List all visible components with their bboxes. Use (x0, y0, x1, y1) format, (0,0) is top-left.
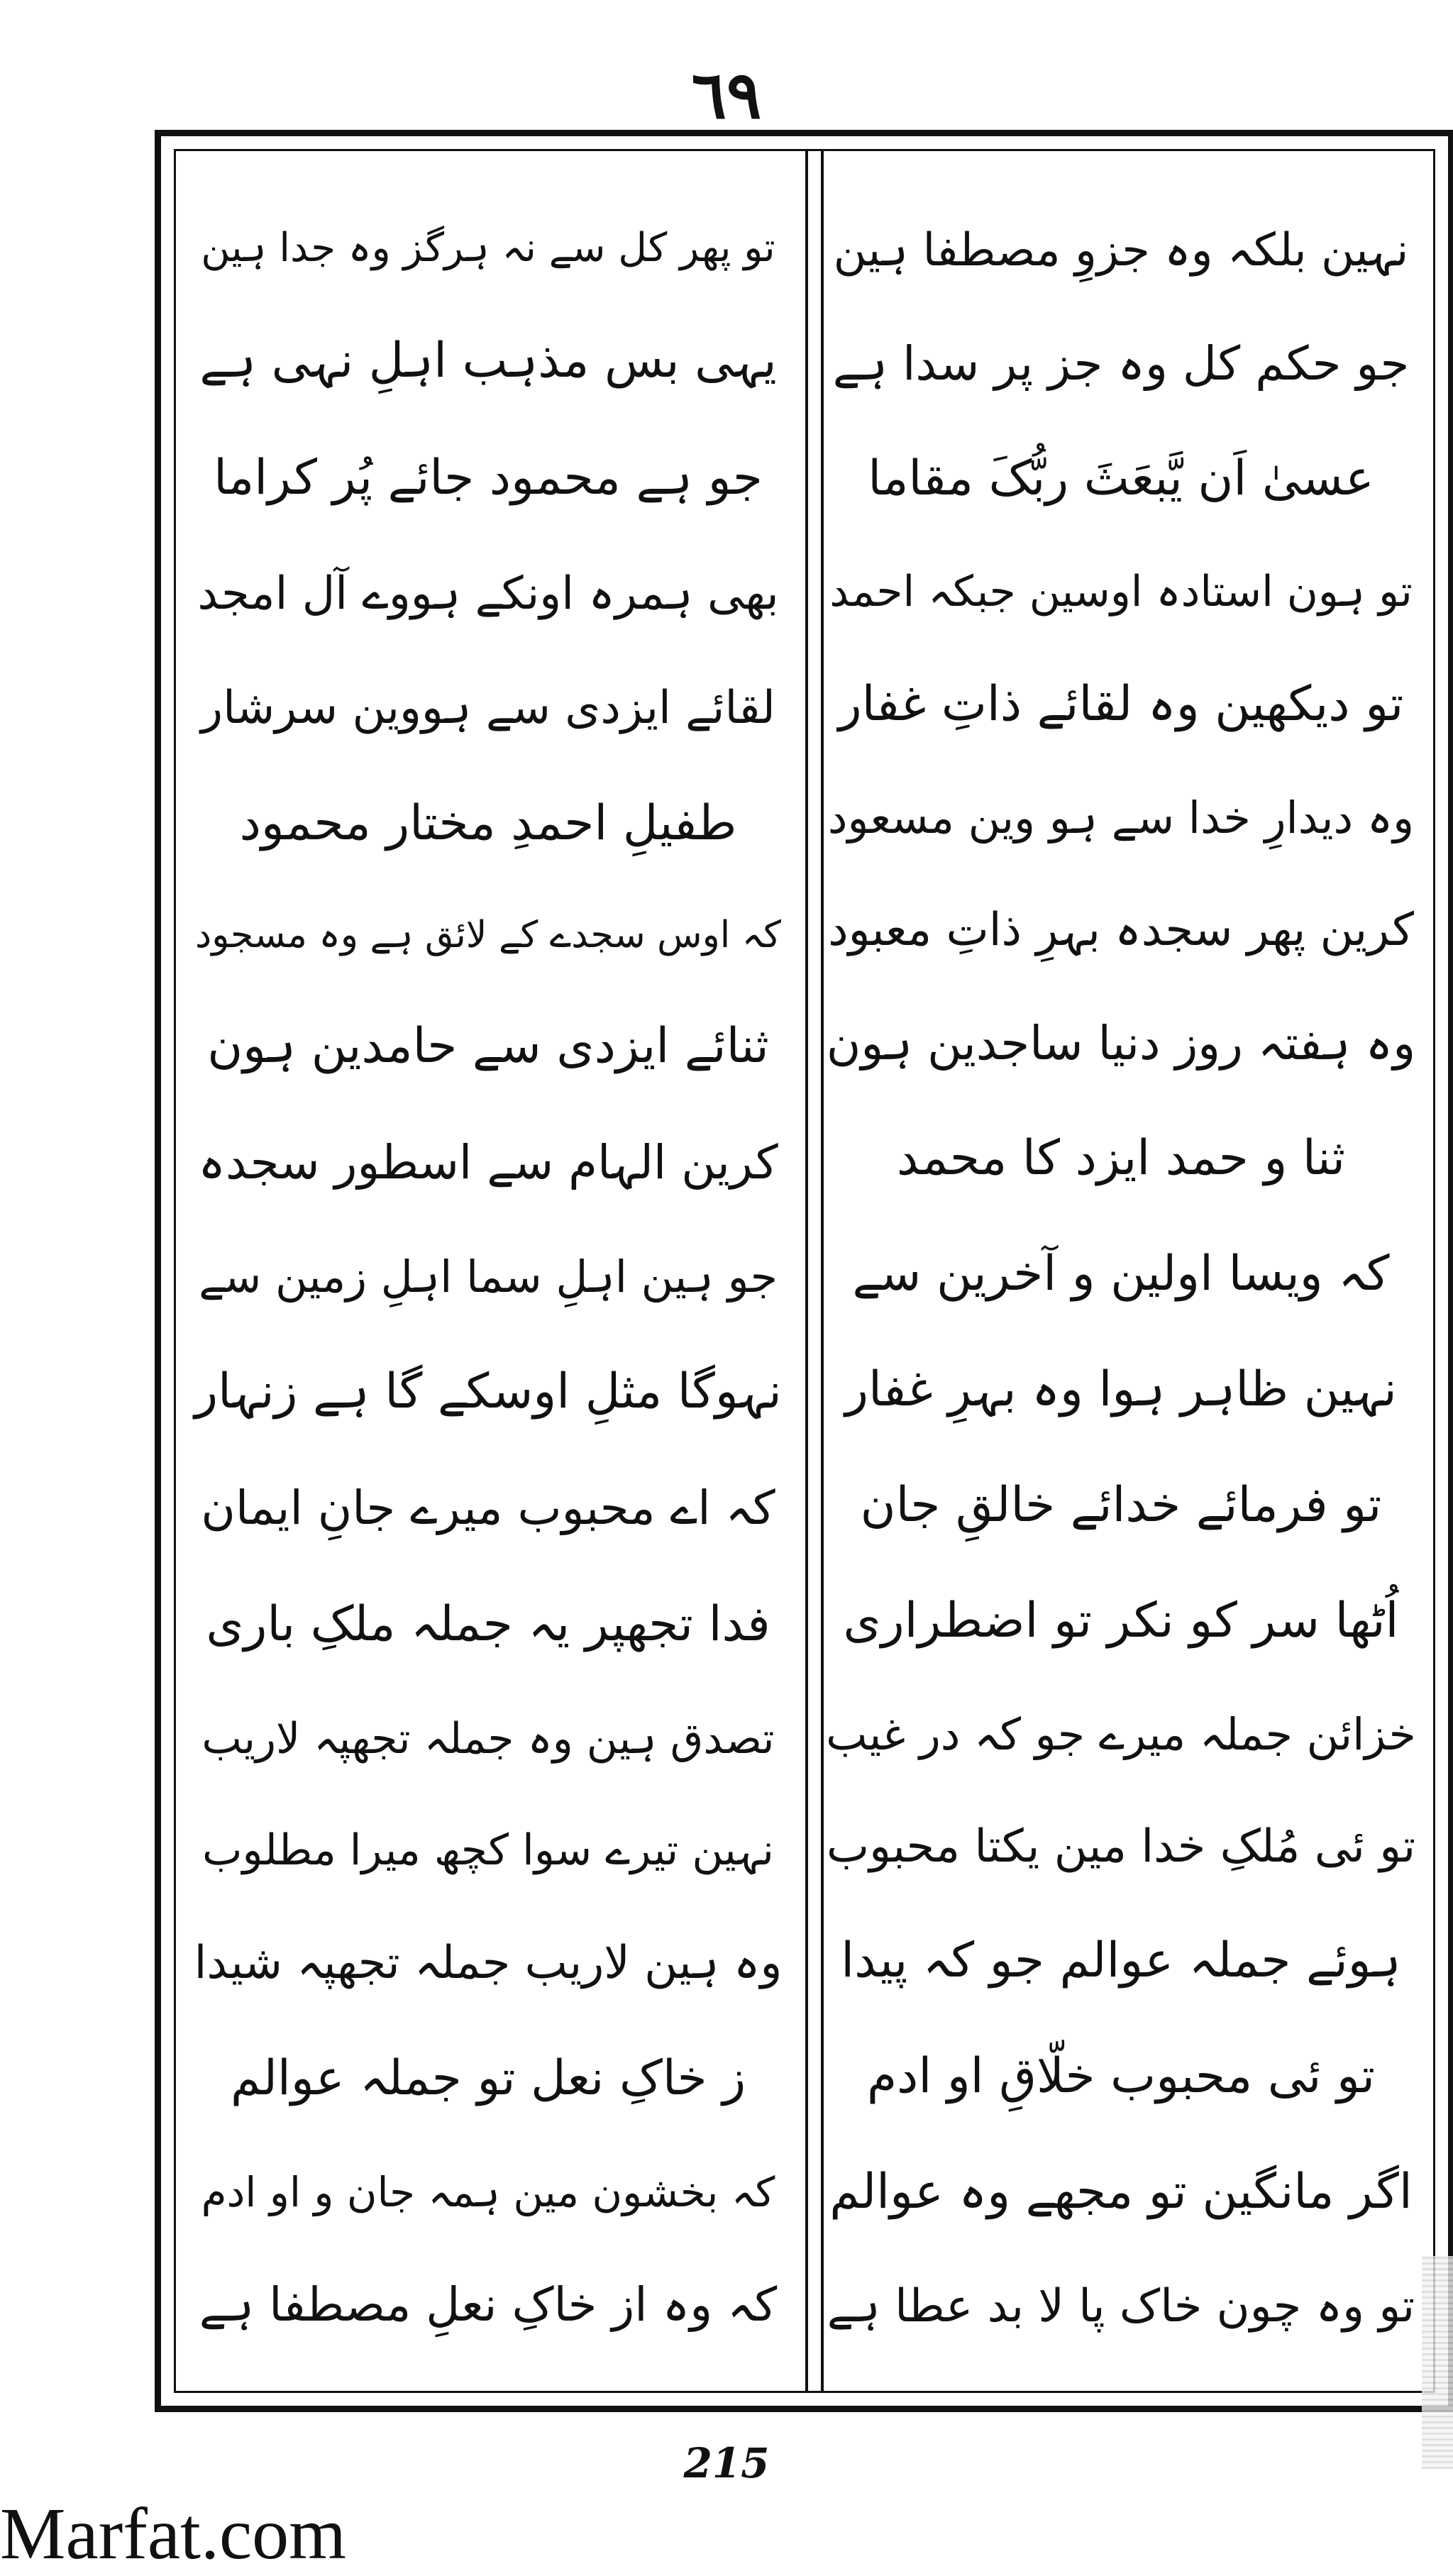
watermark-text: Marfat.com (0, 2493, 347, 2575)
verse-line: ثنا و حمد ایزد کا محمد (896, 1129, 1346, 1186)
verse-line: کہ بخشون مین ہمہ جان و او ادم (201, 2167, 775, 2216)
verse-line: لقائے ایزدی سے ہووین سرشار (201, 681, 775, 734)
verse-line: کہ ویسا اولین و آخرین سے (852, 1245, 1390, 1302)
verse-line: نہین ظاہر ہوا وہ بہرِ غفار (845, 1361, 1397, 1417)
verse-line: نہین بلکہ وہ جزوِ مصطفا ہین (833, 223, 1409, 277)
column-divider (805, 151, 824, 2391)
verse-line: جو ہے محمود جائے پُر کراما (214, 449, 763, 506)
verse-line: کہ اوس سجدے کے لائق ہے وہ مسجود (195, 913, 781, 956)
verse-line: تو ہون استادہ اوسین جبکہ احمد (829, 566, 1413, 617)
verse-line: ثنائے ایزدی سے حامدین ہون (207, 1017, 769, 1074)
verse-frame-inner (174, 149, 1435, 2393)
scan-edge-noise (1422, 2256, 1453, 2469)
verse-line: کہ وہ از خاکِ نعلِ مصطفا ہے (199, 2277, 778, 2332)
verse-line: خزائن جملہ میرے جو کہ در غیب (826, 1708, 1416, 1760)
verse-line: فدا تجھپر یہ جملہ ملکِ باری (206, 1596, 770, 1652)
verse-line: طفیلِ احمدِ مختار محمود (239, 795, 737, 851)
verse-line: نہوگا مثلِ اوسکے گا ہے زنہار (194, 1363, 782, 1420)
footer-page-number: 215 (683, 2439, 770, 2487)
left-column (176, 151, 800, 2391)
verse-line: وہ دیدارِ خدا سے ہو وین مسعود (827, 791, 1415, 844)
verse-line: ز خاکِ نعل تو جملہ عوالم (230, 2050, 746, 2106)
verse-line: کرین الہام سے اسطور سجدہ (198, 1134, 778, 1190)
page-number: ٦٩ (691, 57, 762, 133)
verse-line: جو ہین اہلِ سما اہلِ زمین سے (199, 1250, 778, 1303)
verse-frame (155, 130, 1453, 2412)
verse-line: کہ اے محبوب میرے جانِ ایمان (201, 1480, 775, 1535)
verse-line: عسیٰ اَن یَّبعَثَ ربُّکَ مقاما (868, 450, 1374, 507)
verse-line: تصدق ہین وہ جملہ تجھپہ لاریب (201, 1713, 775, 1764)
verse-line: تو پھر کل سے نہ ہرگز وہ جدا ہین (201, 224, 775, 271)
verse-line: ہوئے جملہ عوالم جو کہ پیدا (841, 1932, 1401, 1989)
verse-line: اُٹھا سر کو نکر تو اضطراری (843, 1592, 1399, 1649)
verse-line: تو ئی مُلکِ خدا مین یکتا محبوب (826, 1820, 1416, 1873)
verse-line: جو حکم کل وہ جز پر سدا ہے (832, 336, 1410, 391)
verse-line: اگر مانگین تو مجھے وہ عوالم (829, 2163, 1413, 2220)
verse-line: کرین پھر سجدہ بہرِ ذاتِ معبود (828, 903, 1414, 956)
verse-line: یہی بس مذہب اہلِ نہی ہے (199, 332, 777, 389)
verse-line: بھی ہمرہ اونکے ہووے آل امجد (197, 567, 779, 620)
verse-line: وہ ہین لاریب جملہ تجھپہ شیدا (194, 1936, 783, 1989)
verse-line: تو فرمائے خدائے خالقِ جان (860, 1476, 1382, 1533)
verse-line: تو ئی محبوب خلّاقِ او ادم (866, 2047, 1376, 2104)
verse-line: تو وہ چون خاک پا لا بد عطا ہے (827, 2279, 1415, 2333)
verse-line: وہ ہفتہ روز دنیا ساجدین ہون (826, 1015, 1416, 1071)
verse-line: نہین تیرے سوا کچھ میرا مطلوب (202, 1825, 774, 1875)
verse-line: تو دیکھین وہ لقائے ذاتِ غفار (838, 675, 1404, 732)
right-column (809, 151, 1433, 2391)
